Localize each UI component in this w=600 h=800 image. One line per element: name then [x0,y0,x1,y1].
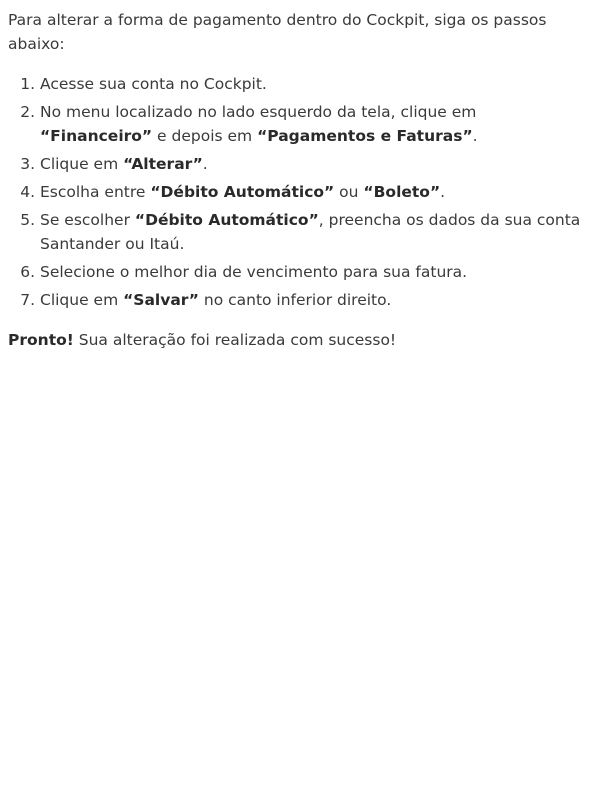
step-6 [40,260,592,284]
step-6-text: Selecione o melhor dia de vencimento para sua fatura. [40,263,468,281]
outro-bold: Pronto! [8,331,74,349]
help-article [0,0,600,352]
step-5-debito-automatico: “Débito Automático” [134,211,319,229]
step-4 [40,180,592,204]
step-3 [40,152,592,176]
steps-list [8,72,592,312]
step-7 [40,288,592,312]
step-3-text-post: . [202,155,208,173]
step-4-boleto: “Boleto” [363,183,441,201]
intro-paragraph: Para alterar a forma de pagamento dentro do Cockpit, siga os passos abaixo: [8,11,547,53]
step-2-text-pre: No menu localizado no lado esquerdo da tela, clique em [40,103,477,121]
step-4-text-mid: ou [334,183,364,201]
step-7-text-pre: Clique em [40,291,124,309]
step-2-financeiro: “Financeiro” [40,127,153,145]
step-3-text-pre: Clique em [40,155,124,173]
step-5 [40,208,592,256]
step-4-debito-automatico: “Débito Automático” [150,183,335,201]
step-2-text-post: . [472,127,478,145]
step-5-text-post: , preencha os dados da sua conta Santander ou Itaú. [40,211,581,253]
step-1-text: Acesse sua conta no Cockpit. [40,75,267,93]
step-4-text-post: . [440,183,446,201]
step-4-text-pre: Escolha entre [40,183,151,201]
step-7-text-post: no canto inferior direito. [198,291,392,309]
step-2 [40,100,592,148]
step-2-pagamentos-faturas: “Pagamentos e Faturas” [257,127,473,145]
step-2-text-mid: e depois em [152,127,258,145]
outro-text: Sua alteração foi realizada com sucesso! [73,331,397,349]
step-1 [40,72,592,96]
outro-paragraph [8,328,592,352]
step-5-text-pre: Se escolher [40,211,135,229]
step-3-alterar: “Alterar” [123,155,203,173]
step-7-salvar: “Salvar” [123,291,199,309]
